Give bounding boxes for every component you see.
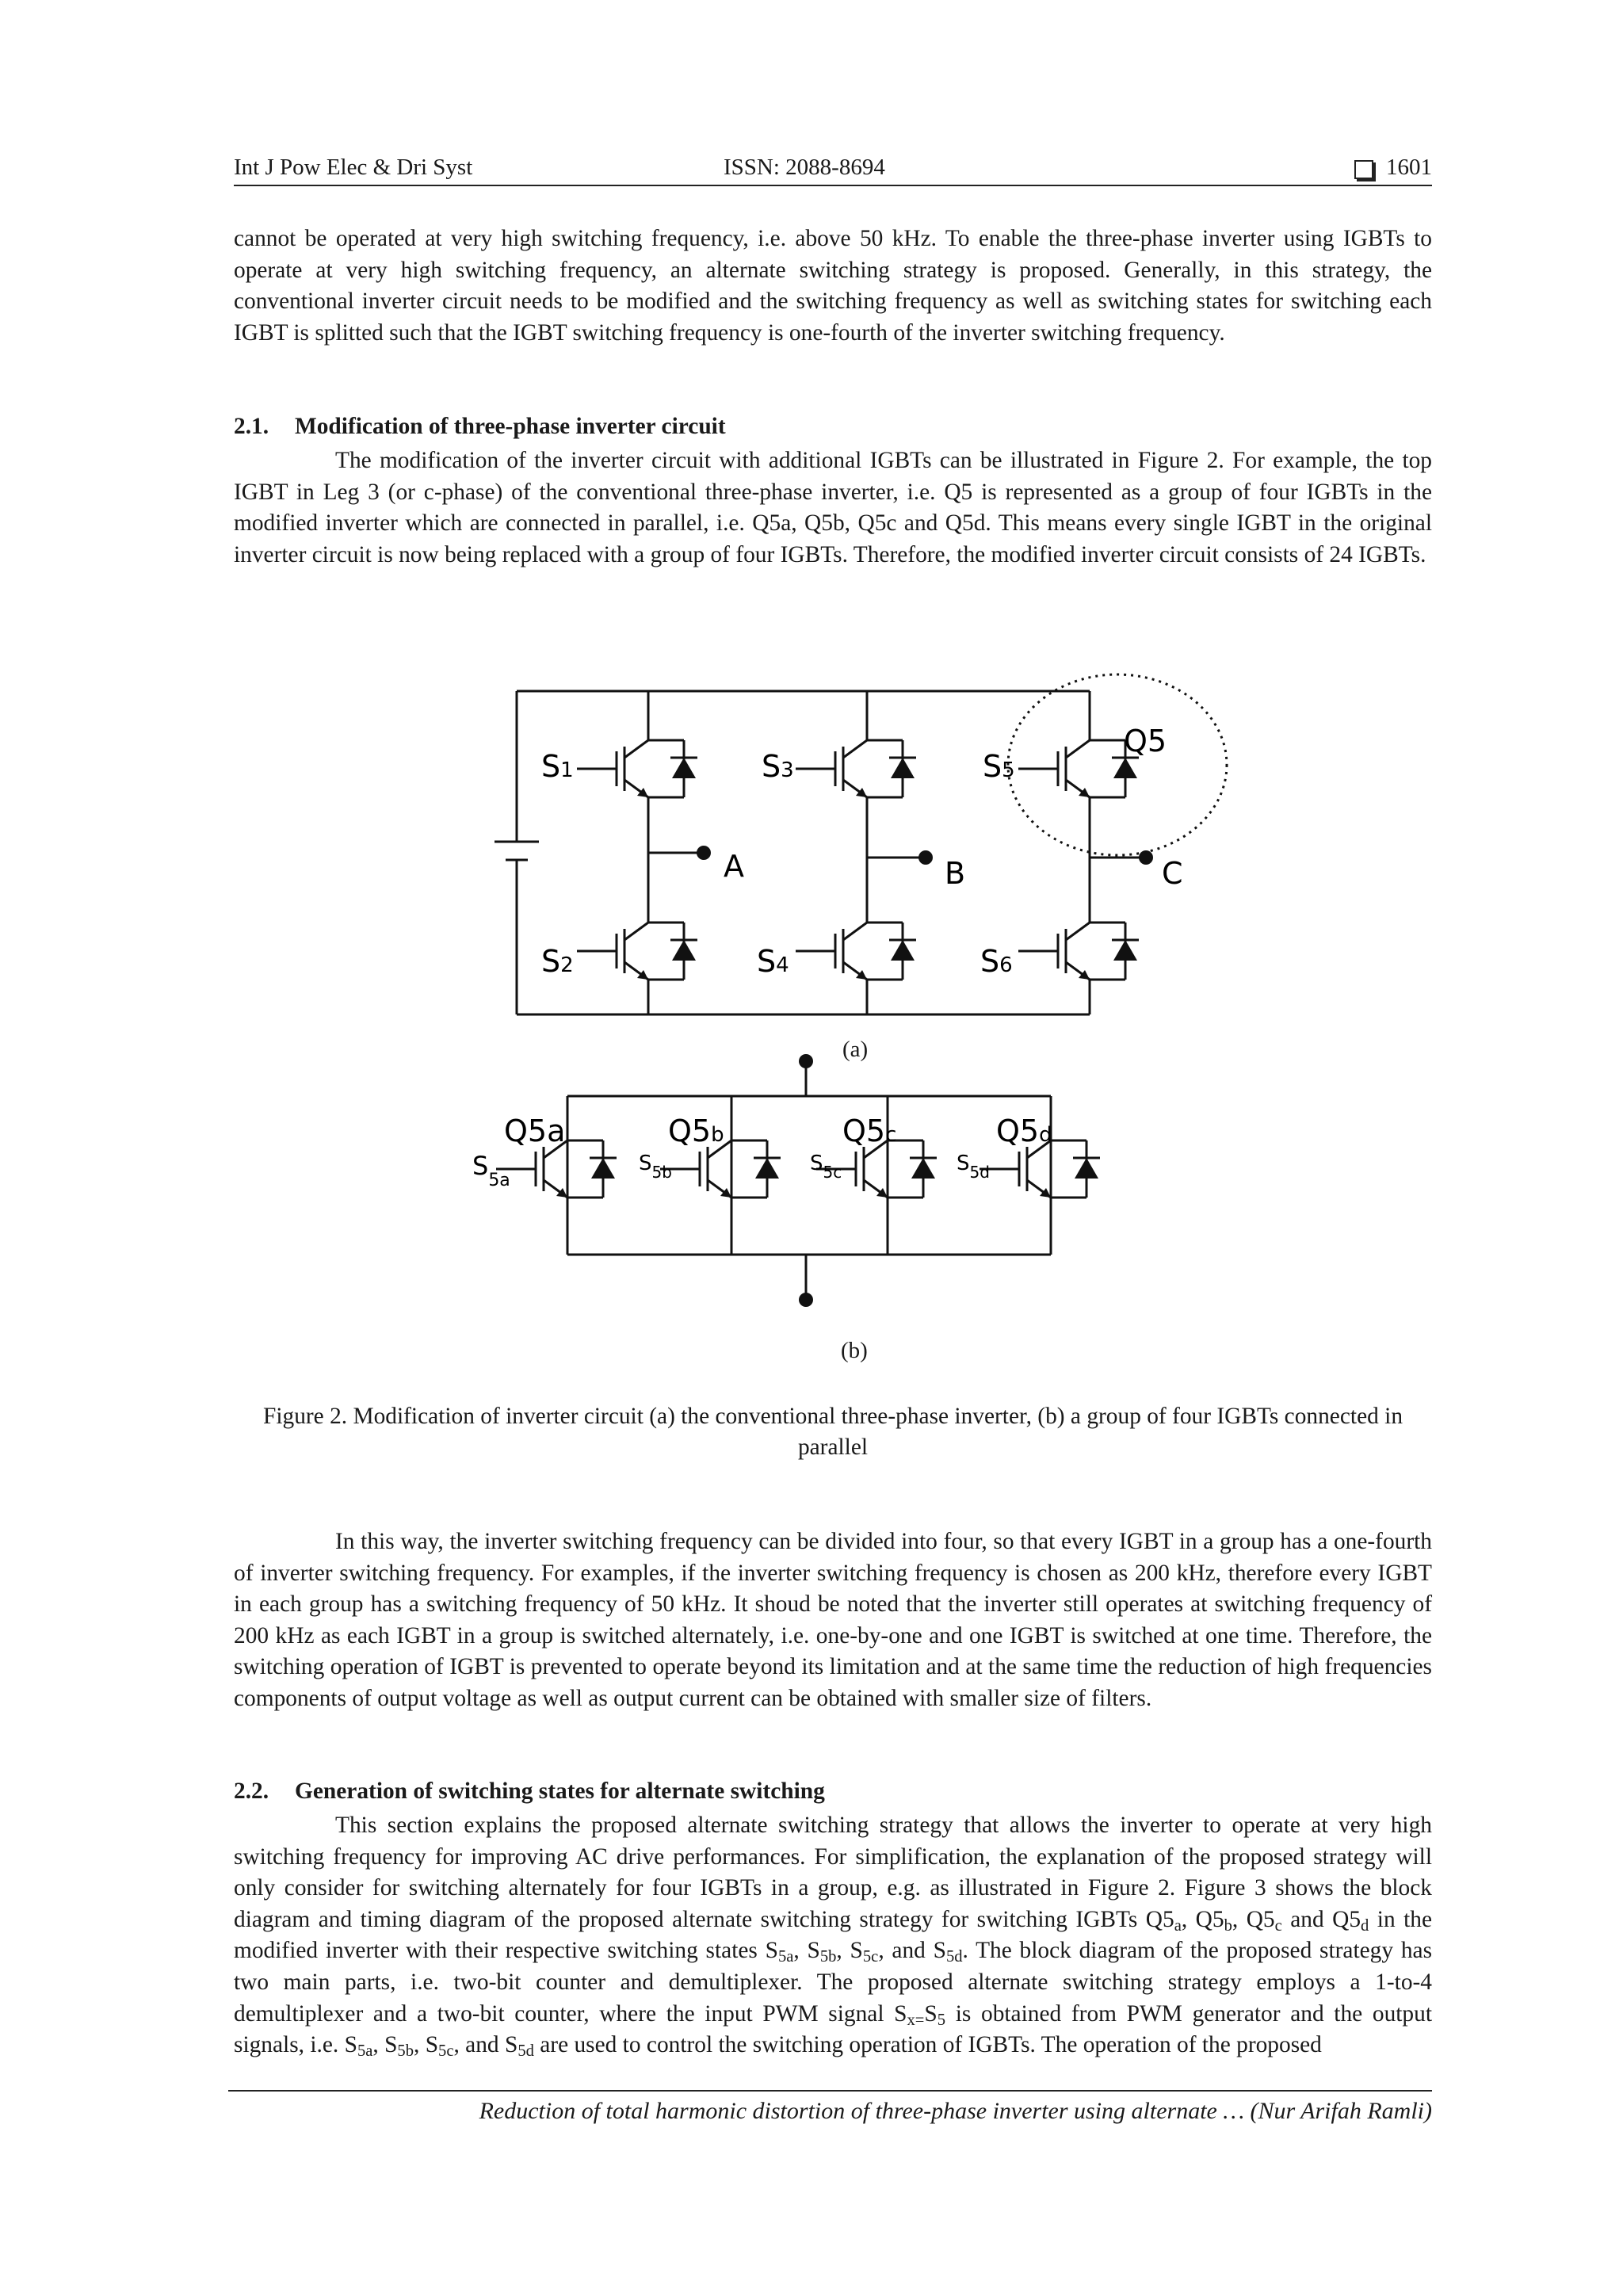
text-run: , Q5 xyxy=(1181,1906,1224,1932)
section-title: Generation of switching states for alternate switching xyxy=(295,1778,825,1804)
subscript: c xyxy=(1274,1916,1282,1935)
label-s4-sub: 4 xyxy=(776,953,789,977)
label-s5c-main: S xyxy=(810,1152,823,1175)
paragraph-2: The modification of the inverter circuit with additional IGBTs can be illustrated in Figure 2. For example, the top IGBT in Leg 3 (or c-phase) of the conventional three-phase inverter, i.e. Q5 is represented as a group of four IGBTs in the modified inverter which are connected in parallel, i.e. Q5a, Q5b, Q5c and Q5d. This means every single IGBT in the original inverter circuit is now being replaced with a group of four IGBTs. Therefore, the modified inverter circuit consists of 24 IGBTs. xyxy=(234,448,1432,567)
node-b-dot xyxy=(918,850,933,865)
label-s5a-sub: 5a xyxy=(488,1171,510,1190)
text-run: , Q5 xyxy=(1232,1906,1275,1932)
subscript: 5b xyxy=(819,1948,837,1966)
label-q5b-sub: b xyxy=(711,1123,724,1147)
subscript: a xyxy=(1174,1916,1182,1935)
label-s5-sub: 5 xyxy=(1002,758,1015,782)
label-s5c-sub: 5c xyxy=(823,1163,842,1182)
figure-caption: Figure 2. Modification of inverter circuit (a) the conventional three-phase inverter, (b) a group of four IGBTs connected in parallel xyxy=(262,1404,1403,1460)
label-s1-sub: 1 xyxy=(560,758,574,782)
circuit-b xyxy=(472,1054,1100,1307)
label-node-b: B xyxy=(945,856,966,891)
label-s5d-main: S xyxy=(957,1152,970,1175)
label-s4-main: S xyxy=(757,944,777,979)
subscript: d xyxy=(1361,1916,1369,1935)
page-number: 1601 xyxy=(1386,155,1432,180)
section-number: 2.1. xyxy=(234,414,269,439)
label-s5d-sub: 5d xyxy=(969,1163,990,1182)
section-heading-2-2 xyxy=(234,1778,825,1805)
text-run: , S xyxy=(414,2032,439,2058)
text-run: in the modified inverter with their respective switching states S xyxy=(234,1906,1432,1964)
igbt-s3 xyxy=(796,729,916,808)
text-run: , S xyxy=(793,1938,820,1964)
text-run: This section explains the proposed alternate switching strategy that allows the inverter to operate at very high switching frequency for improving AC drive performances. For simplification, the explanation of the proposed strategy will only consider for switching alternately for four IGBTs in a group, e.g. as illustrated in Figure 2. Figure 3 shows the block diagram and timing diagram of the proposed alternate switching strategy for switching IGBTs Q5 xyxy=(234,1813,1432,1932)
subscript: 5a xyxy=(777,1948,794,1966)
subscript: 5d xyxy=(945,1948,963,1966)
label-s3 xyxy=(762,749,794,784)
label-s6 xyxy=(980,944,1013,979)
subscript: 5b xyxy=(397,2042,414,2061)
label-s5d xyxy=(957,1152,990,1182)
text-run: , and S xyxy=(878,1938,946,1964)
text-run: are used to control the switching operation of IGBTs. The operation of the proposed xyxy=(533,2032,1322,2058)
label-s2-main: S xyxy=(541,944,561,979)
label-q5d xyxy=(996,1114,1052,1148)
igbt-s1 xyxy=(577,729,697,808)
paragraph-4 xyxy=(234,1810,1432,2061)
label-s2-sub: 2 xyxy=(560,953,574,977)
text-run: . The block diagram of the proposed strategy has two main parts, i.e. two-bit counter and demultiplexer. The proposed alternate switching strategy employs a 1-to-4 demultiplexer and a two-bit counter, where the input PWM signal S xyxy=(234,1938,1433,2027)
igbt-s2 xyxy=(577,911,697,991)
section-title: Modification of three-phase inverter circuit xyxy=(295,414,726,439)
igbt-s4 xyxy=(796,911,916,991)
label-q5d-sub: d xyxy=(1039,1123,1052,1147)
label-s4 xyxy=(757,944,789,979)
text-run: and Q5 xyxy=(1281,1906,1361,1932)
subscript: 5a xyxy=(357,2042,373,2061)
label-q5d-main: Q5 xyxy=(996,1114,1040,1148)
label-s5b-sub: 5b xyxy=(651,1163,672,1182)
label-q5b xyxy=(668,1114,724,1148)
label-s5a-main: S xyxy=(472,1151,489,1181)
issn: ISSN: 2088-8694 xyxy=(724,155,885,180)
label-s5 xyxy=(983,749,1015,784)
label-node-c: C xyxy=(1162,856,1183,891)
label-s6-main: S xyxy=(980,944,1000,979)
subscript: b xyxy=(1224,1916,1232,1935)
text-run: , S xyxy=(836,1938,863,1964)
igbt-s5 xyxy=(1018,729,1139,808)
label-q5c-main: Q5 xyxy=(842,1114,886,1148)
label-s2 xyxy=(541,944,574,979)
text-run: S xyxy=(924,2000,938,2027)
label-q5a-main: Q5 xyxy=(504,1114,548,1148)
paragraph-1: cannot be operated at very high switching frequency, i.e. above 50 kHz. To enable the three-phase inverter using IGBTs to operate at very high switching frequency, an alternate switching strategy is proposed. Generally, in this strategy, the conventional inverter circuit needs to be modified and the switching frequency as well as switching states for switching each IGBT is splitted such that the IGBT switching frequency is one-fourth of the inverter switching frequency. xyxy=(234,226,1432,346)
label-q5a xyxy=(504,1114,565,1148)
bottom-terminal-dot xyxy=(799,1293,813,1307)
label-s3-sub: 3 xyxy=(781,758,794,782)
subscript: 5d xyxy=(517,2042,534,2061)
label-s3-main: S xyxy=(762,749,781,784)
label-q5a-sub: a xyxy=(547,1114,566,1148)
section-number: 2.2. xyxy=(234,1778,269,1804)
circuit-a xyxy=(495,674,1227,1014)
label-s5b-main: S xyxy=(639,1152,652,1175)
figure-part-b-label: (b) xyxy=(841,1338,868,1363)
label-s5a xyxy=(472,1151,510,1190)
label-s5b xyxy=(639,1152,672,1182)
subscript: 5c xyxy=(438,2042,454,2061)
label-s5-main: S xyxy=(983,749,1002,784)
figure-part-a-label: (a) xyxy=(842,1037,869,1062)
paragraph-3: In this way, the inverter switching frequency can be divided into four, so that every IGBT in a group has a one-fourth of inverter switching frequency. For examples, if the inverter switching frequency is chosen as 200 kHz, therefore every IGBT in each group has a switching frequency of 50 kHz. It shoud be noted that the inverter still operates at switching frequency of 200 kHz as each IGBT in a group is switched alternately, i.e. one-by-one and one IGBT is switched at one time. Therefore, the switching operation of IGBT is prevented to operate beyond its limitation and at the same time the reduction of high frequencies components of output voltage as well as output current can be obtained with smaller size of filters. xyxy=(234,1529,1432,1711)
text-run: , and S xyxy=(453,2032,518,2058)
text-run: , S xyxy=(372,2032,398,2058)
label-node-a: A xyxy=(724,849,744,884)
label-q5c-sub: c xyxy=(885,1123,897,1147)
label-s1 xyxy=(541,749,574,784)
text-run: is obtained from PWM generator and the output signals, i.e. S xyxy=(234,2000,1432,2058)
label-s5c xyxy=(810,1152,842,1182)
subscript: x= xyxy=(907,2011,925,2029)
label-q5: Q5 xyxy=(1124,724,1167,758)
label-s1-main: S xyxy=(541,749,561,784)
q5-highlight-circle xyxy=(1008,674,1227,855)
page-footer xyxy=(228,2090,1432,2124)
footer-text: Reduction of total harmonic distortion of three-phase inverter using alternate … (Nur Arifah Ramli) xyxy=(479,2098,1432,2124)
igbt-s6 xyxy=(1018,911,1139,991)
node-a-dot xyxy=(697,846,711,860)
label-s6-sub: 6 xyxy=(999,953,1013,977)
subscript: 5 xyxy=(937,2011,946,2029)
subscript: 5c xyxy=(862,1948,879,1966)
journal-name: Int J Pow Elec & Dri Syst xyxy=(234,155,473,180)
label-q5b-main: Q5 xyxy=(668,1114,712,1148)
